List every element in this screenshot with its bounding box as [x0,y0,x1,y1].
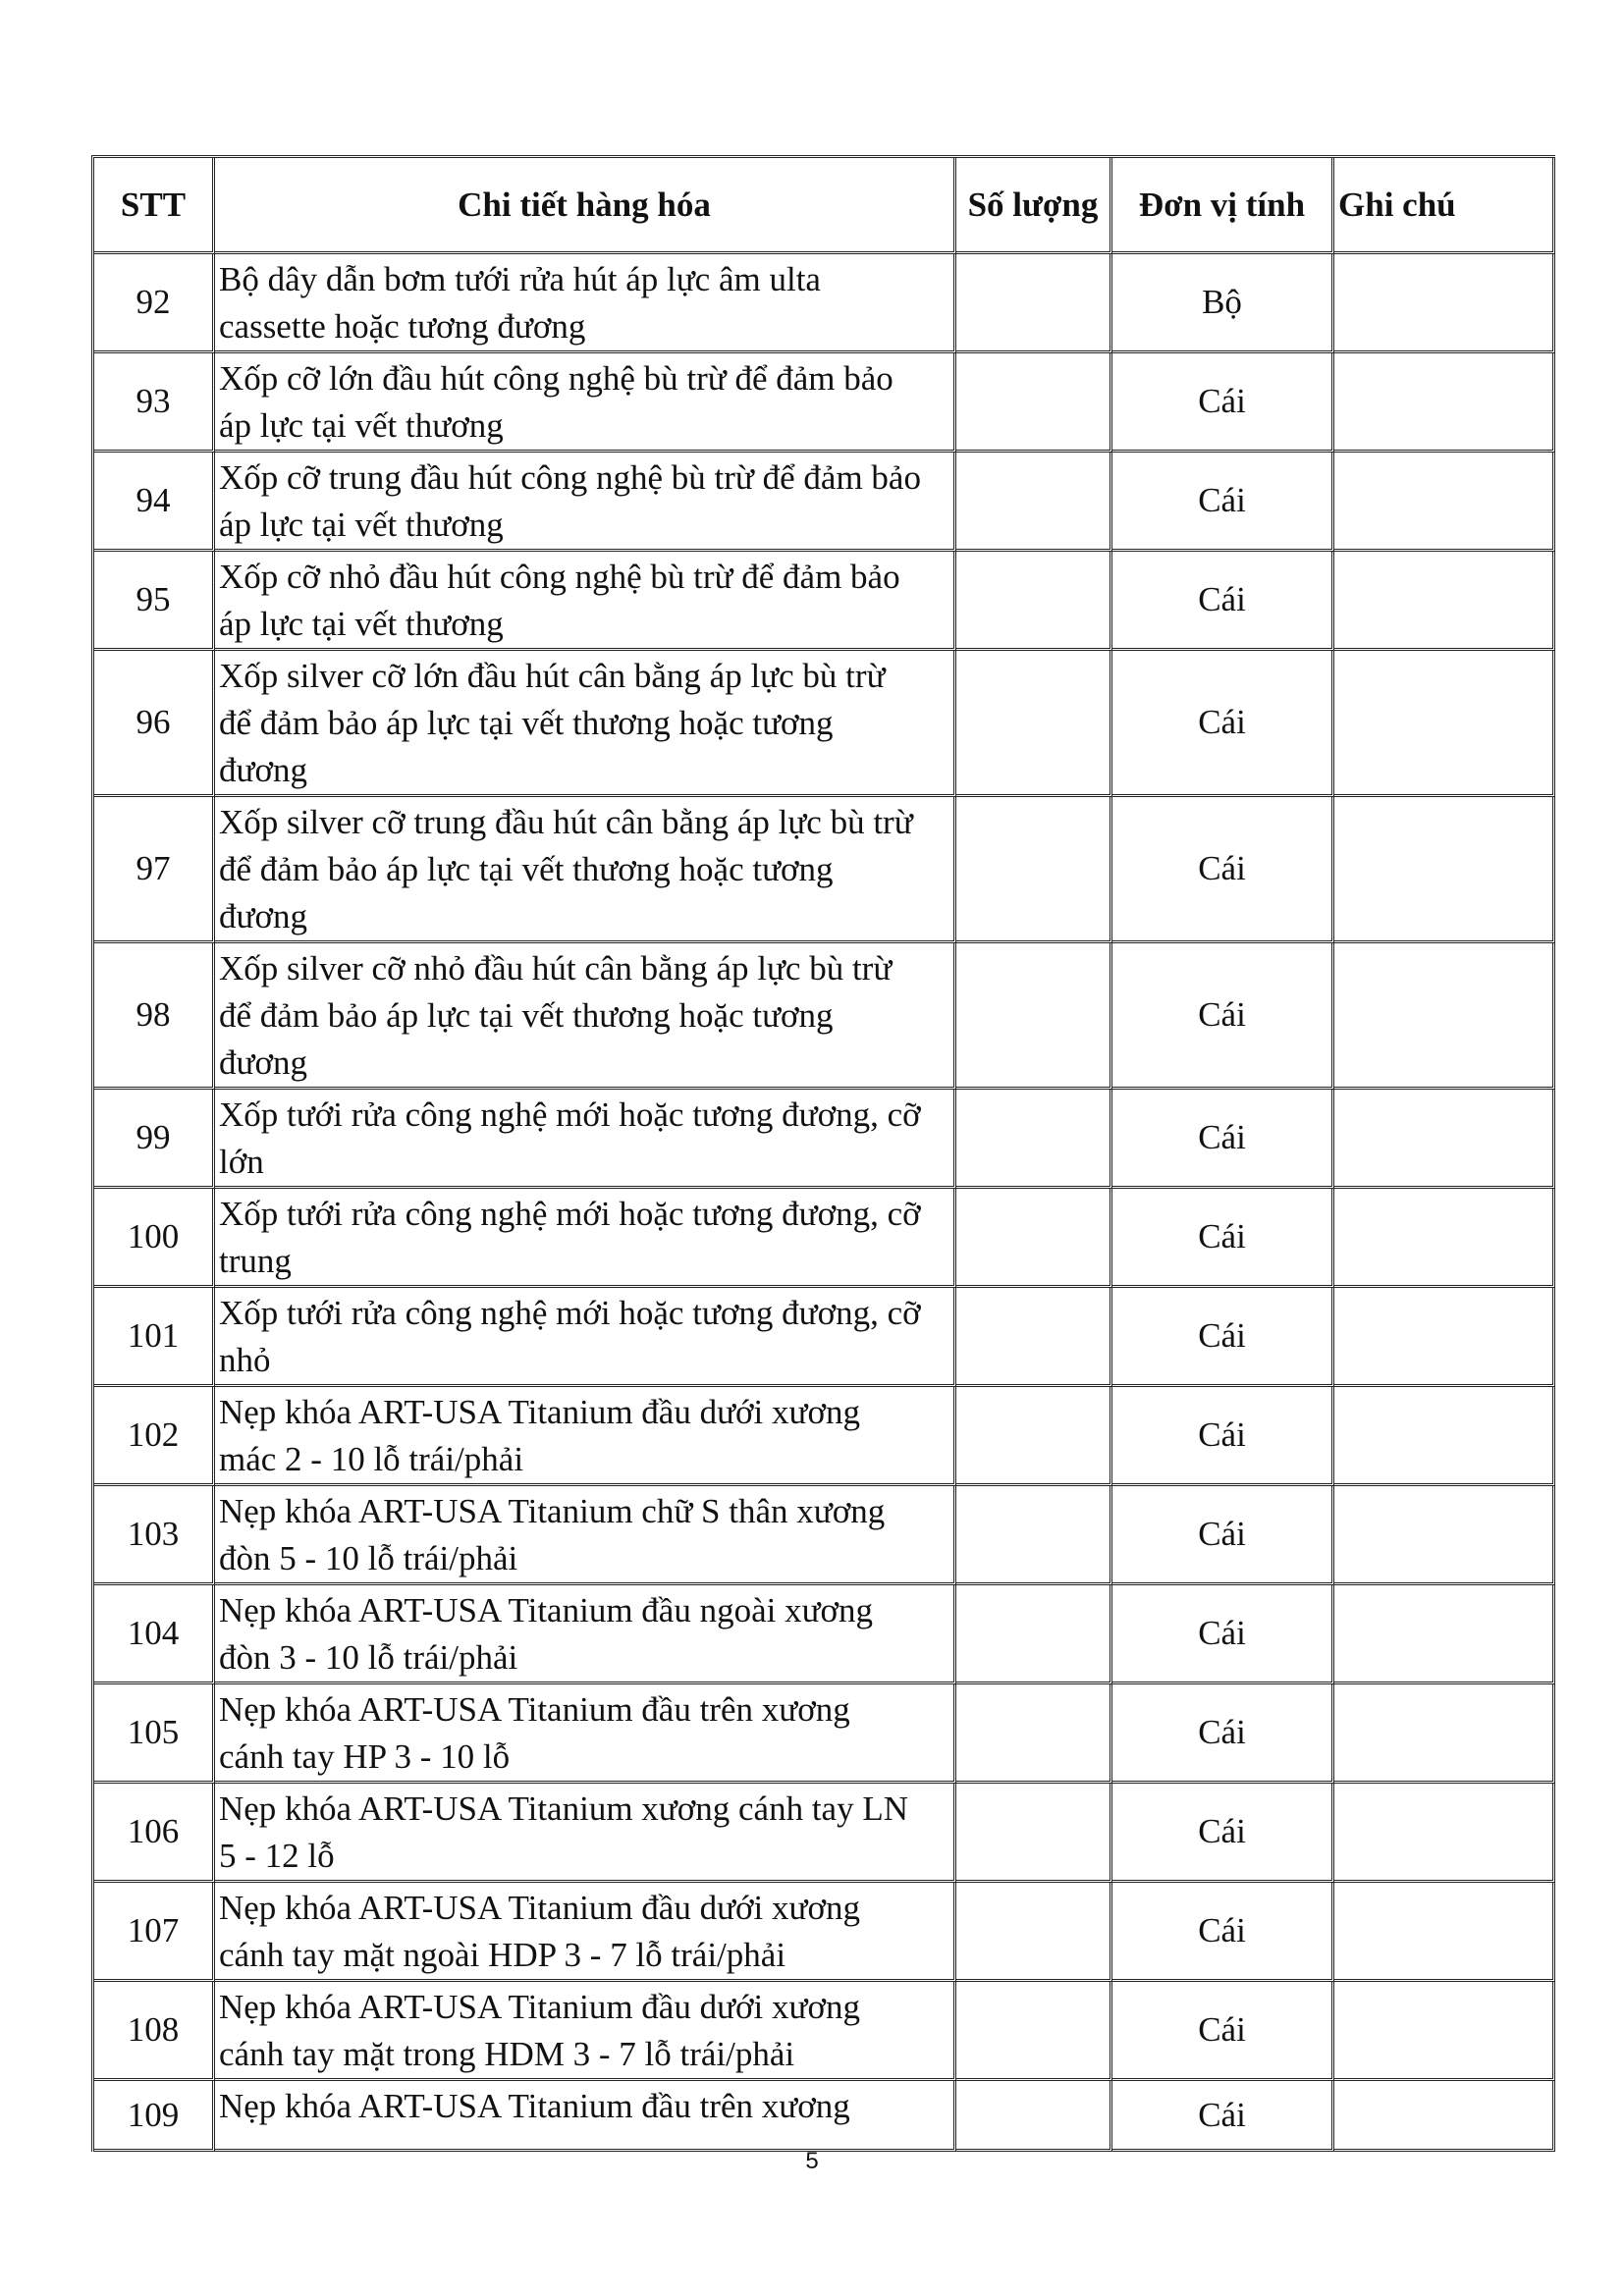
table-row [94,453,1555,552]
row-stt: 94 [94,453,215,552]
row-detail [215,552,956,651]
row-detail-line: cánh tay mặt trong HDM 3 - 7 lỗ trái/phải [219,2035,795,2073]
table-row [94,1486,1555,1585]
row-detail [215,651,956,797]
table-row [94,1982,1555,2081]
row-detail-line: 5 - 12 lỗ [219,1837,335,1875]
row-detail-line: lớn [219,1143,264,1181]
row-detail-line: trung [219,1242,292,1280]
row-detail [215,353,956,453]
row-unit: Cái [1112,943,1334,1090]
header-detail: Chi tiết hàng hóa [215,158,956,254]
table-row [94,1784,1555,1883]
row-stt: 97 [94,797,215,943]
row-detail-line: đương [219,1043,307,1082]
row-stt: 93 [94,353,215,453]
row-unit: Cái [1112,1288,1334,1387]
table-row [94,1288,1555,1387]
header-note: Ghi chú [1334,158,1555,254]
table-row [94,1883,1555,1982]
row-detail-line: Xốp cỡ nhỏ đầu hút công nghệ bù trừ để đảm bảo [219,558,900,596]
header-row [94,158,1555,254]
row-unit: Cái [1112,1189,1334,1288]
table-row [94,254,1555,353]
table-row [94,1189,1555,1288]
row-detail-line: áp lực tại vết thương [219,506,504,544]
table-row [94,2081,1555,2152]
row-note [1334,1090,1555,1189]
row-unit: Cái [1112,1585,1334,1684]
row-quantity [956,1090,1112,1189]
row-stt: 105 [94,1684,215,1784]
row-stt: 106 [94,1784,215,1883]
row-note [1334,1883,1555,1982]
row-quantity [956,1883,1112,1982]
row-stt: 104 [94,1585,215,1684]
row-quantity [956,1189,1112,1288]
row-stt: 99 [94,1090,215,1189]
row-quantity [956,453,1112,552]
row-note [1334,254,1555,353]
row-detail-line: Xốp cỡ trung đầu hút công nghệ bù trừ để đảm bảo [219,458,921,497]
table-row [94,353,1555,453]
row-detail-line: Xốp tưới rửa công nghệ mới hoặc tương đương, cỡ [219,1294,921,1332]
row-quantity [956,1585,1112,1684]
row-note [1334,1585,1555,1684]
row-detail [215,1784,956,1883]
row-quantity [956,254,1112,353]
row-detail-line: Nẹp khóa ART-USA Titanium đầu trên xương [219,2087,850,2125]
row-stt: 107 [94,1883,215,1982]
row-unit: Cái [1112,1090,1334,1189]
row-quantity [956,552,1112,651]
row-detail-line: để đảm bảo áp lực tại vết thương hoặc tương [219,704,834,742]
row-detail [215,943,956,1090]
row-quantity [956,1982,1112,2081]
row-unit: Cái [1112,1784,1334,1883]
row-detail [215,453,956,552]
row-unit: Bộ [1112,254,1334,353]
row-quantity [956,651,1112,797]
row-detail-line: Xốp tưới rửa công nghệ mới hoặc tương đương, cỡ [219,1195,921,1233]
row-unit: Cái [1112,453,1334,552]
row-detail-line: đương [219,751,307,789]
row-detail-line: đòn 3 - 10 lỗ trái/phải [219,1638,518,1677]
row-quantity [956,943,1112,1090]
row-unit: Cái [1112,552,1334,651]
row-note [1334,651,1555,797]
row-detail [215,1585,956,1684]
row-detail [215,1189,956,1288]
page-number: 5 [805,2148,819,2174]
row-detail-line: Xốp silver cỡ nhỏ đầu hút cân bằng áp lực bù trừ [219,949,893,988]
goods-table [91,155,1555,2152]
row-detail-line: cánh tay HP 3 - 10 lỗ [219,1737,511,1776]
row-unit: Cái [1112,651,1334,797]
row-note [1334,1982,1555,2081]
header-unit: Đơn vị tính [1112,158,1334,254]
row-stt: 101 [94,1288,215,1387]
row-quantity [956,1486,1112,1585]
row-stt: 109 [94,2081,215,2152]
row-stt: 96 [94,651,215,797]
row-detail [215,1982,956,2081]
row-unit: Cái [1112,1387,1334,1486]
row-stt: 98 [94,943,215,1090]
row-detail [215,1288,956,1387]
row-note [1334,797,1555,943]
row-note [1334,1784,1555,1883]
row-note [1334,552,1555,651]
row-detail-line: Nẹp khóa ART-USA Titanium đầu trên xương [219,1690,850,1729]
row-detail-line: để đảm bảo áp lực tại vết thương hoặc tương [219,996,834,1035]
row-detail [215,1387,956,1486]
row-note [1334,453,1555,552]
row-detail [215,1883,956,1982]
row-quantity [956,1684,1112,1784]
row-detail-line: Bộ dây dẫn bơm tưới rửa hút áp lực âm ulta [219,260,821,298]
row-stt: 100 [94,1189,215,1288]
row-unit: Cái [1112,1684,1334,1784]
row-quantity [956,2081,1112,2152]
row-detail [215,1090,956,1189]
table-row [94,1387,1555,1486]
table-row [94,943,1555,1090]
row-note [1334,1189,1555,1288]
row-detail-line: đòn 5 - 10 lỗ trái/phải [219,1539,518,1577]
table-row [94,552,1555,651]
row-detail-line: Xốp cỡ lớn đầu hút công nghệ bù trừ để đảm bảo [219,359,893,398]
row-unit: Cái [1112,1486,1334,1585]
row-stt: 108 [94,1982,215,2081]
row-note [1334,2081,1555,2152]
row-detail-line: Nẹp khóa ART-USA Titanium chữ S thân xương [219,1492,886,1530]
row-quantity [956,1288,1112,1387]
row-detail-line: Nẹp khóa ART-USA Titanium đầu dưới xương [219,1393,861,1431]
row-detail [215,797,956,943]
row-note [1334,943,1555,1090]
row-note [1334,1288,1555,1387]
row-detail-line: cánh tay mặt ngoài HDP 3 - 7 lỗ trái/phải [219,1936,786,1974]
table-row [94,797,1555,943]
row-detail-line: đương [219,897,307,935]
row-unit: Cái [1112,797,1334,943]
row-detail [215,2081,956,2152]
row-detail [215,254,956,353]
row-quantity [956,797,1112,943]
table-row [94,1585,1555,1684]
row-stt: 103 [94,1486,215,1585]
row-detail-line: Nẹp khóa ART-USA Titanium đầu dưới xương [219,1988,861,2026]
row-note [1334,353,1555,453]
row-detail-line: Xốp tưới rửa công nghệ mới hoặc tương đương, cỡ [219,1095,921,1134]
table-row [94,651,1555,797]
table-row [94,1090,1555,1189]
row-detail-line: Nẹp khóa ART-USA Titanium đầu ngoài xương [219,1591,874,1629]
row-note [1334,1486,1555,1585]
row-detail-line: áp lực tại vết thương [219,605,504,643]
row-note [1334,1684,1555,1784]
row-quantity [956,1784,1112,1883]
row-detail [215,1486,956,1585]
row-stt: 95 [94,552,215,651]
row-detail-line: nhỏ [219,1341,271,1379]
header-stt: STT [94,158,215,254]
row-detail-line: Xốp silver cỡ trung đầu hút cân bằng áp lực bù trừ [219,803,913,841]
row-stt: 92 [94,254,215,353]
row-detail-line: để đảm bảo áp lực tại vết thương hoặc tương [219,850,834,888]
row-quantity [956,1387,1112,1486]
row-detail-line: mác 2 - 10 lỗ trái/phải [219,1440,524,1478]
row-stt: 102 [94,1387,215,1486]
row-detail [215,1684,956,1784]
table-row [94,1684,1555,1784]
row-detail-line: áp lực tại vết thương [219,406,504,445]
row-detail-line: Nẹp khóa ART-USA Titanium đầu dưới xương [219,1889,861,1927]
row-unit: Cái [1112,1883,1334,1982]
row-unit: Cái [1112,2081,1334,2152]
row-detail-line: Nẹp khóa ART-USA Titanium xương cánh tay LN [219,1789,908,1828]
row-quantity [956,353,1112,453]
row-note [1334,1387,1555,1486]
row-detail-line: cassette hoặc tương đương [219,307,586,346]
row-unit: Cái [1112,353,1334,453]
row-unit: Cái [1112,1982,1334,2081]
header-quantity: Số lượng [956,158,1112,254]
row-detail-line: Xốp silver cỡ lớn đầu hút cân bằng áp lực bù trừ [219,657,886,695]
table-body [94,254,1555,2152]
